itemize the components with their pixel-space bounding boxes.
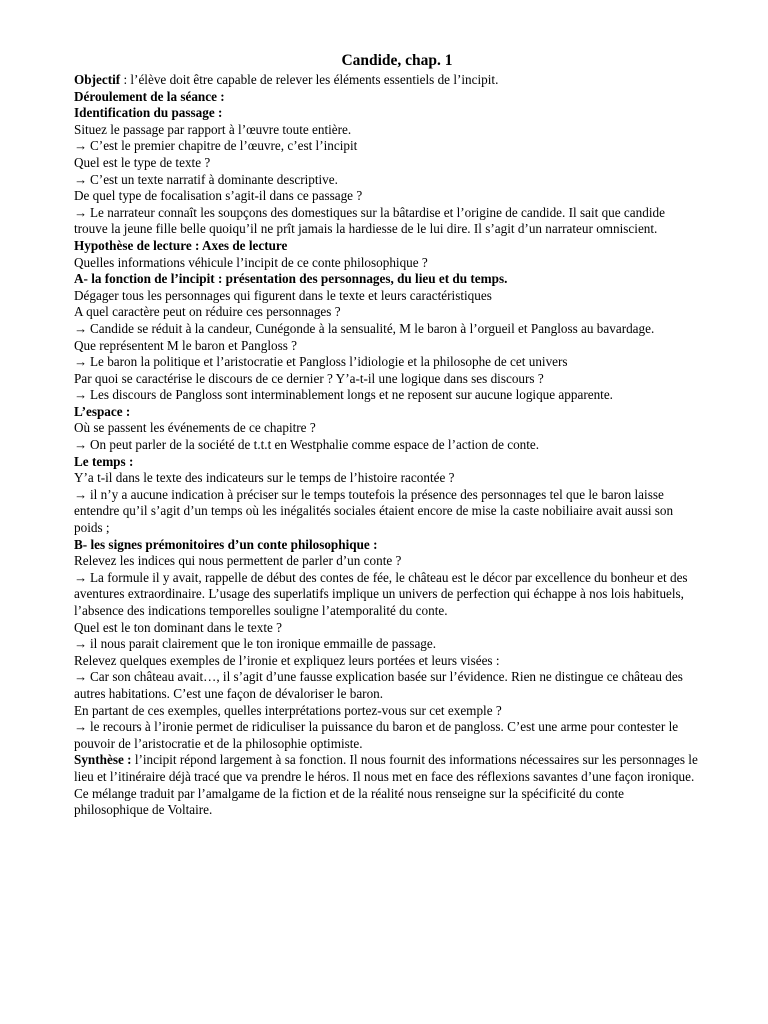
answer-line: [74, 172, 698, 189]
synthese-text: l’incipit répond largement à sa fonction. Il nous fournit des informations nécessaires sur les personnages le lieu et l’itinéraire déjà tracé que va prendre le héros. Il nous met en face des réflexions savantes d’une façon ironique. Ce mélange traduit par l’amalgame de la fiction et de la réalité nous renseigne sur la spécificité du conte philosophique de Voltaire.: [74, 752, 698, 818]
answer-text: C’est le premier chapitre de l’œuvre, c’est l’incipit: [90, 138, 358, 154]
question-text: Quelles informations véhicule l’incipit de ce conte philosophique ?: [74, 254, 428, 270]
answer-text: Le baron la politique et l’aristocratie et Pangloss l’idiologie et la philosophe de cet univers: [90, 354, 568, 370]
arrow-icon: →: [74, 387, 88, 403]
answer-line: [74, 636, 698, 653]
arrow-icon: →: [74, 204, 88, 220]
section-b-heading: B- les signes prémonitoires d’un conte philosophique :: [74, 536, 378, 552]
arrow-icon: →: [74, 171, 88, 187]
question-text: En partant de ces exemples, quelles interprétations portez-vous sur cet exemple ?: [74, 702, 502, 718]
answer-line: [74, 437, 698, 454]
question-text: Dégager tous les personnages qui figurent dans le texte et leurs caractéristiques: [74, 287, 492, 303]
arrow-icon: →: [74, 486, 88, 502]
question-text: Quel est le ton dominant dans le texte ?: [74, 619, 283, 635]
arrow-icon: →: [74, 354, 88, 370]
answer-line: [74, 669, 698, 702]
document-page: [74, 52, 698, 819]
question-text: Que représentent M le baron et Pangloss ?: [74, 337, 298, 353]
arrow-icon: →: [74, 719, 88, 735]
question-text: De quel type de focalisation s’agit-il dans ce passage ?: [74, 188, 363, 204]
question-text: A quel caractère peut on réduire ces personnages ?: [74, 304, 341, 320]
arrow-icon: →: [74, 636, 88, 652]
answer-line: [74, 321, 698, 338]
temps-heading: Le temps :: [74, 453, 134, 469]
answer-line: [74, 205, 698, 238]
question-text: Quel est le type de texte ?: [74, 154, 211, 170]
identification-heading: Identification du passage :: [74, 105, 223, 121]
answer-text: On peut parler de la société de t.t.t en Westphalie comme espace de l’action de conte.: [90, 437, 540, 453]
arrow-icon: →: [74, 138, 88, 154]
arrow-icon: →: [74, 569, 88, 585]
hypothese-heading: Hypothèse de lecture : Axes de lecture: [74, 237, 288, 253]
question-text: Situez le passage par rapport à l’œuvre toute entière.: [74, 121, 352, 137]
synthese-paragraph: [74, 752, 698, 818]
answer-line: [74, 570, 698, 620]
answer-line: [74, 719, 698, 752]
answer-line: [74, 487, 698, 537]
objectif-text: : l’élève doit être capable de relever les éléments essentiels de l’incipit.: [120, 72, 499, 87]
answer-text: Le narrateur connaît les soupçons des domestiques sur la bâtardise et l’origine de candide. Il sait que candide trouve la jeune fille belle quoiqu’il ne prît jamais la hardiesse de le lui dire. Il s’agit d’un narrateur omniscient.: [74, 204, 665, 237]
answer-line: [74, 138, 698, 155]
arrow-icon: →: [74, 437, 88, 453]
section-a-heading: A- la fonction de l’incipit : présentation des personnages, du lieu et du temps.: [74, 271, 508, 287]
answer-text: C’est un texte narratif à dominante descriptive.: [90, 171, 338, 187]
answer-text: le recours à l’ironie permet de ridiculiser la puissance du baron et de pangloss. C’est une arme pour contester le pouvoir de l’aristocratie et de la philosophie optimiste.: [74, 719, 679, 751]
answer-text: Car son château avait…, il s’agit d’une fausse explication basée sur l’évidence. Rien ne distingue ce château des autres habitations. C’est une façon de dévaloriser le baron.: [74, 669, 683, 701]
answer-text: La formule il y avait, rappelle de début des contes de fée, le château est le décor par excellence du bonheur et des aventures extraordinaire. L’usage des superlatifs implique un univers de perfection qui échappe à nos lois habituels, l’absence des indications temporelles souligne l’atemporalité du conte.: [74, 569, 688, 618]
objectif-line: [74, 72, 698, 89]
arrow-icon: →: [74, 669, 88, 685]
question-text: Par quoi se caractérise le discours de ce dernier ? Y’a-t-il une logique dans ses discours ?: [74, 370, 544, 386]
answer-line: [74, 387, 698, 404]
answer-text: Les discours de Pangloss sont interminablement longs et ne reposent sur aucune logique apparente.: [90, 387, 613, 403]
deroulement-heading: Déroulement de la séance :: [74, 88, 225, 104]
answer-text: il nous parait clairement que le ton ironique emmaille de passage.: [90, 636, 437, 652]
arrow-icon: →: [74, 320, 88, 336]
synthese-label: Synthèse :: [74, 752, 132, 768]
question-text: Relevez les indices qui nous permettent de parler d’un conte ?: [74, 553, 402, 569]
document-title: Candide, chap. 1: [341, 52, 453, 69]
question-text: Relevez quelques exemples de l’ironie et expliquez leurs portées et leurs visées :: [74, 652, 500, 668]
question-text: Y’a t-il dans le texte des indicateurs sur le temps de l’histoire racontée ?: [74, 470, 455, 486]
answer-text: il n’y a aucune indication à préciser sur le temps toutefois la présence des personnages tel que le baron laisse entendre qu’il s’agit d’un temps où les inégalités sociales étaient encore de mise la caste nobiliaire avait aussi son poids ;: [74, 486, 674, 536]
answer-text: Candide se réduit à la candeur, Cunégonde à la sensualité, M le baron à l’orgueil et Pangloss au bavardage.: [90, 320, 655, 336]
question-text: Où se passent les événements de ce chapitre ?: [74, 420, 316, 436]
answer-line: [74, 354, 698, 371]
objectif-label: Objectif: [74, 72, 121, 87]
espace-heading: L’espace :: [74, 403, 131, 419]
